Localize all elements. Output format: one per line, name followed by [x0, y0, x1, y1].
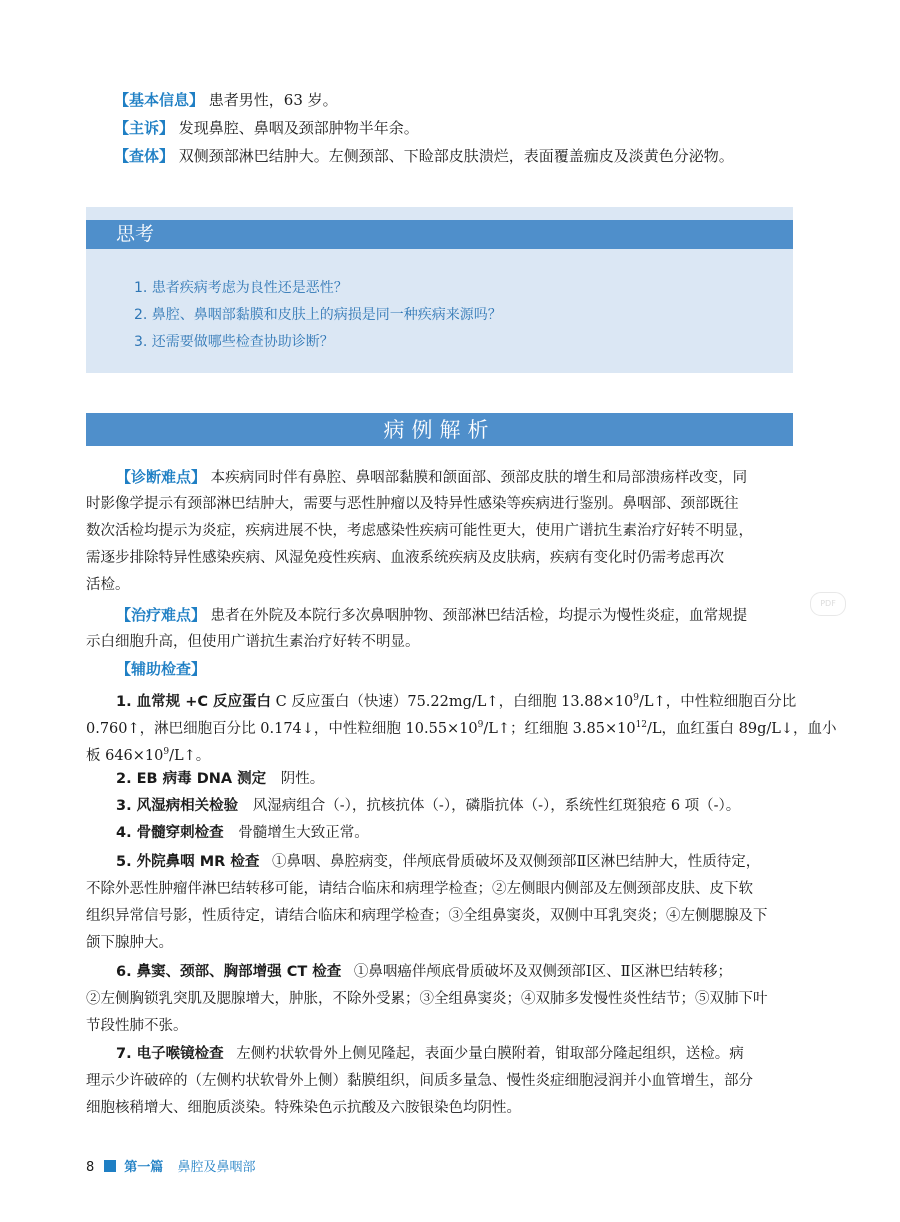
- page-footer: [86, 1160, 255, 1176]
- exam1-text-b: /L↑，中性粒细胞百分比: [639, 693, 797, 710]
- exam1-text-g: /L↑。: [169, 747, 211, 764]
- exam2-text: 阴性。: [280, 771, 325, 787]
- footer-part: 第一篇: [124, 1160, 164, 1175]
- chief-complaint-label: 【主诉】: [114, 119, 175, 137]
- diagnosis-line-5: 活检。: [86, 577, 130, 593]
- treatment-line-1: [116, 605, 793, 626]
- exam7-line-3: 细胞核稍增大、细胞质淡染。特殊染色示抗酸及六胺银染色均阴性。: [86, 1100, 521, 1116]
- chief-complaint-text: 发现鼻腔、鼻咽及颈部肿物半年余。: [178, 119, 419, 137]
- exam3-line: [116, 796, 793, 816]
- physical-exam-label: 【查体】: [114, 147, 175, 165]
- exam7-text-1: 左侧杓状软骨外上侧见隆起，表面少量白膜附着，钳取部分隆起组织，送检。病: [236, 1046, 744, 1062]
- diagnosis-label: 【诊断难点】: [116, 468, 207, 486]
- diagnosis-line-2: 时影像学提示有颈部淋巴结肿大，需要与恶性肿瘤以及特异性感染等疾病进行鉴别。鼻咽部、颈部既往: [86, 496, 739, 512]
- thinking-title: 思考: [116, 223, 155, 245]
- aux-exam-label: 【辅助检查】: [116, 660, 207, 678]
- case-analysis-header-bar: [86, 413, 793, 446]
- exam1-line-2: [86, 715, 837, 739]
- footer-section: 鼻腔及鼻咽部: [177, 1160, 256, 1175]
- case-analysis-title: 病例解析: [383, 418, 496, 442]
- chief-complaint-line: [114, 118, 804, 138]
- watermark-stamp: PDF: [810, 592, 846, 616]
- exam5-line-4: 颌下腺肿大。: [86, 935, 173, 951]
- exam7-line-1: [116, 1044, 793, 1064]
- exam1-line-1: [116, 688, 797, 712]
- diagnosis-text-1: 本疾病同时伴有鼻腔、鼻咽部黏膜和颌面部、颈部皮肤的增生和局部溃疡样改变，同: [210, 470, 748, 486]
- aux-exam-heading: [116, 659, 793, 680]
- exam1-text-c: 0.760↑，淋巴细胞百分比 0.174↓，中性粒细胞 10.55×10: [86, 720, 478, 737]
- thinking-box: [86, 207, 793, 373]
- exam6-line-3: 节段性肺不张。: [86, 1018, 188, 1034]
- exam1-line-3: [86, 742, 793, 766]
- diagnosis-line-3: 数次活检均提示为炎症，疾病进展不快，考虑感染性疾病可能性更大，使用广谱抗生素治疗好转不明显，: [86, 523, 753, 539]
- thinking-question-2: 2. 鼻腔、鼻咽部黏膜和皮肤上的病损是同一种疾病来源吗？: [134, 307, 502, 323]
- thinking-question-1: 1. 患者疾病考虑为良性还是恶性？: [134, 280, 348, 296]
- thinking-header-bar: [86, 220, 793, 249]
- exam7-line-2: 理示少许破碎的（左侧杓状软骨外上侧）黏膜组织，间质多量急、慢性炎症细胞浸润并小血管增生，部分: [86, 1073, 753, 1089]
- exam6-line-2: ②左侧胸锁乳突肌及腮腺增大，肿胀，不除外受累；③全组鼻窦炎；④双肺多发慢性炎性结节；⑤双肺下叶: [86, 991, 768, 1007]
- footer-square-icon: [104, 1160, 116, 1172]
- diagnosis-line-1: [116, 467, 793, 488]
- physical-exam-line: [114, 146, 804, 166]
- page-number: 8: [86, 1160, 95, 1175]
- thinking-question-3: 3. 还需要做哪些检查协助诊断？: [134, 334, 334, 350]
- exam1-sup-a: 9: [633, 693, 640, 703]
- exam4-title: 4. 骨髓穿刺检查: [116, 825, 224, 841]
- exam5-line-2: 不除外恶性肿瘤伴淋巴结转移可能，请结合临床和病理学检查；②左侧眼内侧部及左侧颈部皮肤、皮下软: [86, 881, 753, 897]
- exam3-text: 风湿病组合（-），抗核抗体（-），磷脂抗体（-），系统性红斑狼疮 6 项（-）。: [252, 798, 741, 814]
- exam1-title: 1. 血常规 +C 反应蛋白: [116, 693, 272, 710]
- exam6-line-1: [116, 962, 793, 982]
- diagnosis-line-4: 需逐步排除特异性感染疾病、风湿免疫性疾病、血液系统疾病及皮肤病，疾病有变化时仍需考虑再次: [86, 550, 724, 566]
- exam4-text: 骨髓增生大致正常。: [238, 825, 369, 841]
- exam1-text-d: /L↑；红细胞 3.85×10: [483, 720, 636, 737]
- exam5-title: 5. 外院鼻咽 MR 检查: [116, 854, 260, 870]
- exam5-text-1: ①鼻咽、鼻腔病变，伴颅底骨质破坏及双侧颈部Ⅱ区淋巴结肿大，性质待定，: [271, 854, 761, 870]
- treatment-label: 【治疗难点】: [116, 606, 207, 624]
- exam5-line-3: 组织异常信号影，性质待定，请结合临床和病理学检查；③全组鼻窦炎，双侧中耳乳突炎；④左侧腮腺及下: [86, 908, 768, 924]
- exam4-line: [116, 823, 793, 843]
- exam5-line-1: [116, 852, 793, 872]
- exam1-text-e: /L，血红蛋白 89g/L↓，血小: [647, 720, 837, 737]
- exam1-sup-d: 9: [163, 747, 170, 757]
- exam1-sup-c: 12: [635, 720, 648, 730]
- physical-exam-text: 双侧颈部淋巴结肿大。左侧颈部、下睑部皮肤溃烂，表面覆盖痂皮及淡黄色分泌物。: [178, 147, 734, 165]
- basic-info-text: 患者男性，63 岁。: [208, 91, 338, 109]
- exam1-sup-b: 9: [477, 720, 484, 730]
- basic-info-label: 【基本信息】: [114, 91, 205, 109]
- exam2-line: [116, 769, 793, 789]
- exam6-title: 6. 鼻窦、颈部、胸部增强 CT 检查: [116, 964, 342, 980]
- exam2-title: 2. EB 病毒 DNA 测定: [116, 771, 267, 787]
- exam3-title: 3. 风湿病相关检验: [116, 798, 239, 814]
- treatment-text-1: 患者在外院及本院行多次鼻咽肿物、颈部淋巴结活检，均提示为慢性炎症，血常规提: [210, 608, 748, 624]
- basic-info-line: [114, 90, 804, 110]
- exam6-text-1: ①鼻咽癌伴颅底骨质破坏及双侧颈部Ⅰ区、Ⅱ区淋巴结转移；: [353, 964, 732, 980]
- exam7-title: 7. 电子喉镜检查: [116, 1046, 224, 1062]
- treatment-line-2: 示白细胞升高，但使用广谱抗生素治疗好转不明显。: [86, 634, 420, 650]
- exam1-text-f: 板 646×10: [86, 747, 164, 764]
- exam1-text-a: C 反应蛋白（快速）75.22mg/L↑，白细胞 13.88×10: [275, 693, 634, 710]
